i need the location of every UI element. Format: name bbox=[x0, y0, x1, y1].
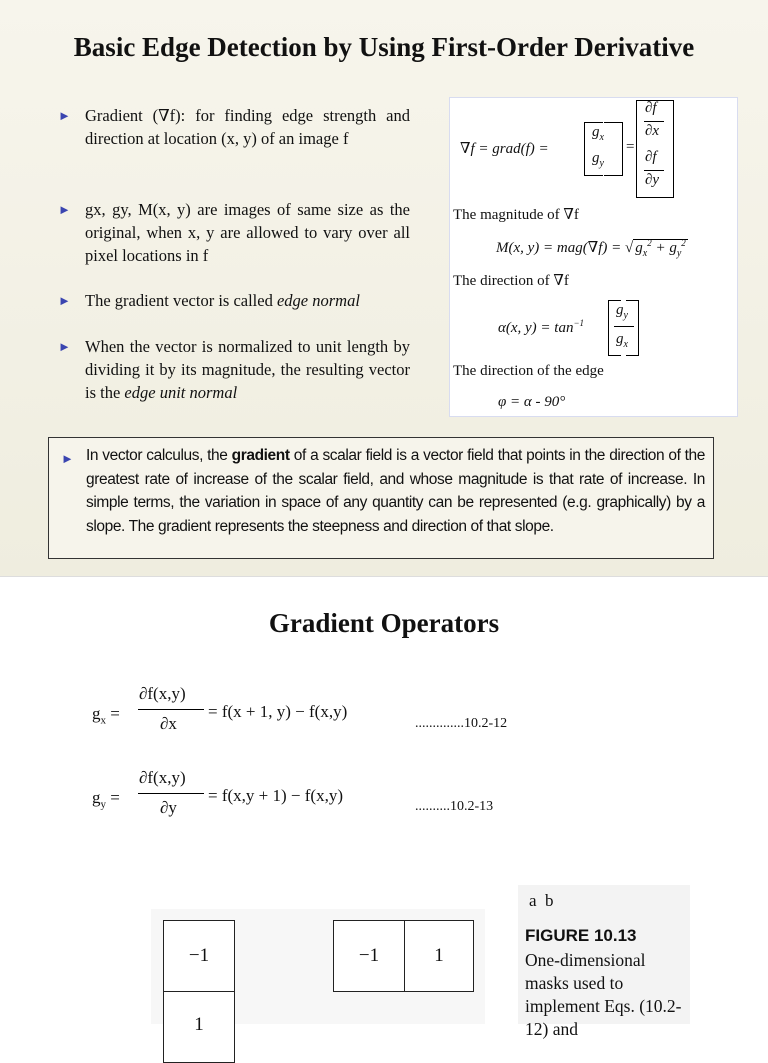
eq-gy-denominator: ∂y bbox=[160, 798, 177, 817]
bullet-images: ► gx, gy, M(x, y) are images of same size as the original, when x, y are allowed to vary over all pixel locations in f bbox=[58, 200, 410, 265]
slide-divider bbox=[0, 576, 768, 577]
gy-numerator: $g_y$ bbox=[616, 302, 628, 321]
bullet-arrow-icon: ► bbox=[58, 108, 71, 123]
df-numerator-x: ∂f bbox=[645, 100, 657, 116]
bullet-arrow-icon: ► bbox=[58, 339, 71, 354]
bullet-arrow-icon: ► bbox=[61, 451, 74, 466]
eq-gx-denominator: ∂x bbox=[160, 714, 177, 733]
gx-denominator: $g_x$ bbox=[616, 331, 628, 350]
fraction-bar bbox=[644, 121, 664, 122]
gy-symbol: $g_y$ bbox=[592, 150, 604, 169]
mask-right-cell-right: 1 bbox=[404, 920, 474, 992]
dx-denominator: ∂x bbox=[645, 123, 660, 139]
mask-left-cell-top: −1 bbox=[163, 920, 235, 992]
magnitude-formula: M(x, y) = mag(∇f) = √ $g_x^2 + g_y^2$ bbox=[496, 238, 686, 259]
bullet-unit-normal: ► When the vector is normalized to unit length by dividing it by its magnitude, the resulting vector is the edge unit normal bbox=[58, 337, 410, 402]
eq-gx-numerator: ∂f(x,y) bbox=[139, 684, 186, 703]
grad-lhs: ∇f = grad(f) = bbox=[460, 141, 549, 157]
fraction-bar bbox=[138, 793, 204, 794]
term-edge-unit-normal: edge unit normal bbox=[124, 383, 238, 402]
eq-gx-rhs: = f(x + 1, y) − f(x,y) bbox=[208, 702, 348, 721]
edge-direction-formula: φ = α - 90° bbox=[498, 394, 566, 410]
figure-panel-labels: a b bbox=[529, 891, 554, 910]
term-edge-normal: edge normal bbox=[276, 291, 360, 310]
bullet-arrow-icon: ► bbox=[58, 293, 71, 308]
direction-label: The direction of ∇f bbox=[453, 273, 569, 289]
fraction-bar bbox=[614, 326, 634, 327]
mask-right-cell-left: −1 bbox=[333, 920, 405, 992]
eq-gx-lhs: $g_x$ = bbox=[92, 704, 120, 727]
dy-denominator: ∂y bbox=[645, 172, 660, 188]
bullet-arrow-icon: ► bbox=[58, 202, 71, 217]
fraction-bar bbox=[644, 170, 664, 171]
eq-gy-lhs: $g_y$ = bbox=[92, 788, 120, 811]
bracket-right bbox=[604, 122, 623, 176]
gradient-note: ► In vector calculus, the gradient of a scalar field is a vector field that points in the direction of the greatest rate of increase of the scalar field, and whose magnitude is that rate of increase. In simple terms, the variation in space of any quantity can be represented (e.g. graphically) by a slope. The gradient represents the steepness and direction of that slope. bbox=[48, 437, 714, 559]
df-numerator-y: ∂f bbox=[645, 149, 657, 165]
gx-symbol: $g_x$ bbox=[592, 124, 604, 143]
eq-gy-rhs: = f(x,y + 1) − f(x,y) bbox=[208, 786, 343, 805]
slide-title-gradient-operators: Gradient Operators bbox=[268, 608, 500, 638]
slide-title: Basic Edge Detection by Using First-Order Derivative bbox=[73, 32, 695, 62]
bullet-gradient: ► Gradient (∇f): for finding edge strength and direction at location (x, y) of an image f bbox=[58, 106, 410, 148]
fraction-bar bbox=[138, 709, 204, 710]
figure-caption-panel bbox=[518, 885, 690, 1039]
formula-panel bbox=[449, 97, 738, 417]
bullet-edge-normal: ► The gradient vector is called edge normal bbox=[58, 291, 360, 310]
eq-ref-10-2-13: ..........10.2-13 bbox=[415, 799, 494, 814]
eq-gy-numerator: ∂f(x,y) bbox=[139, 768, 186, 787]
edge-direction-label: The direction of the edge bbox=[453, 363, 604, 379]
direction-formula: α(x, $y) = \tan^{-1}$ bbox=[498, 318, 585, 336]
figure-caption-text: One-dimensional masks used to implement Eqs. (10.2-12) and bbox=[525, 950, 682, 1039]
figure-number: FIGURE 10.13 bbox=[525, 926, 637, 945]
term-gradient: gradient bbox=[231, 447, 290, 464]
magnitude-label: The magnitude of ∇f bbox=[453, 207, 579, 223]
mask-left-cell-bottom: 1 bbox=[163, 991, 235, 1063]
equals-sign: = bbox=[626, 139, 635, 155]
eq-ref-10-2-12: ..............10.2-12 bbox=[415, 716, 508, 731]
